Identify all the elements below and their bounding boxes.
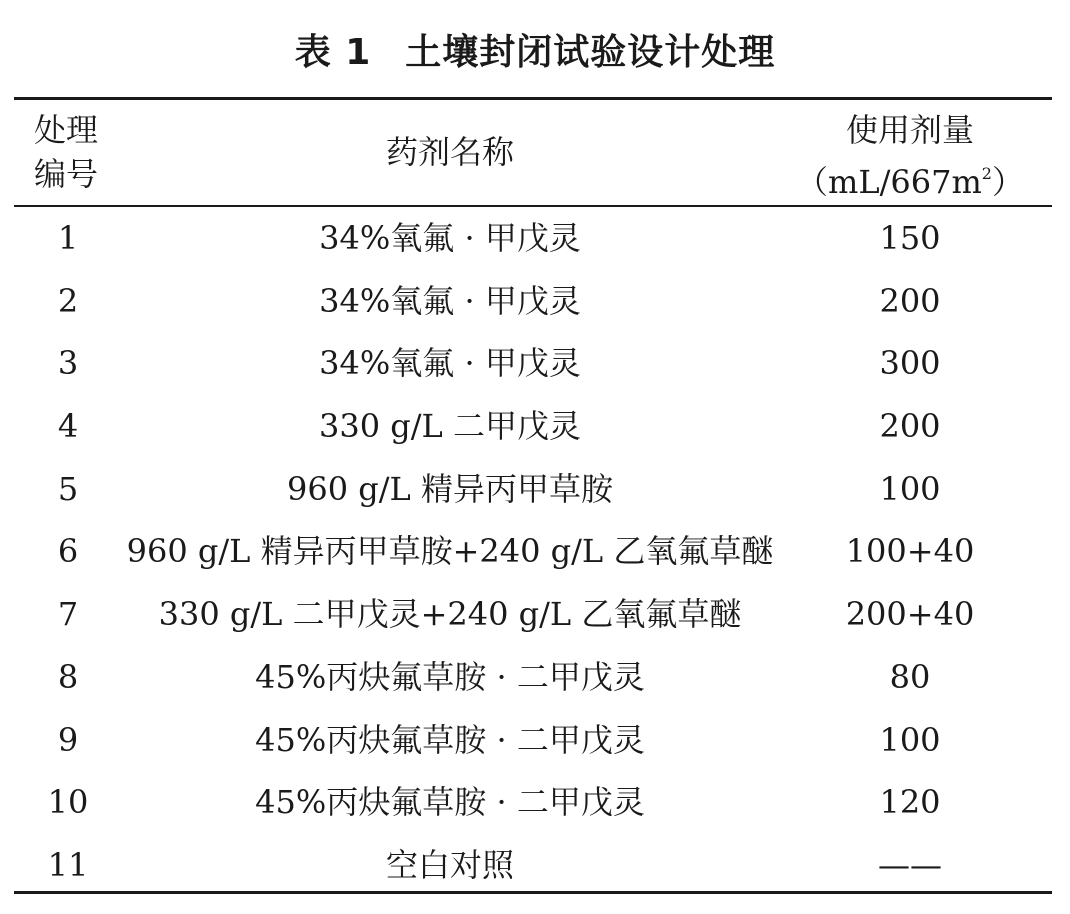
table-body	[0, 207, 1070, 897]
agent-name: 45%丙炔氟草胺 · 二甲戊灵	[255, 783, 645, 822]
dosage: 80	[889, 657, 931, 696]
header-treatment-number-line2: 编号	[34, 155, 99, 193]
header-dosage-unit-sup: 2	[981, 164, 992, 183]
table-number: 表 1	[294, 32, 372, 73]
header-dosage-line1: 使用剂量	[845, 111, 974, 149]
dosage: 100+40	[845, 532, 975, 571]
agent-name: 空白对照	[385, 845, 514, 884]
dosage: 120	[879, 783, 941, 822]
table-row	[0, 458, 1070, 521]
treatment-number: 1	[57, 219, 79, 257]
table-row	[0, 834, 1070, 897]
agent-name: 960 g/L 精异丙甲草胺+240 g/L 乙氧氟草醚	[126, 532, 774, 571]
agent-name: 330 g/L 二甲戊灵	[319, 407, 581, 446]
dosage: 300	[879, 344, 941, 383]
dosage: 200	[879, 281, 941, 320]
top-rule	[14, 97, 1052, 100]
table-row	[0, 207, 1070, 270]
agent-name: 45%丙炔氟草胺 · 二甲戊灵	[255, 657, 645, 696]
dosage: 200+40	[845, 595, 975, 634]
treatment-number: 3	[57, 344, 79, 383]
table-row	[0, 270, 1070, 333]
treatment-number: 4	[57, 407, 79, 446]
table-row	[0, 583, 1070, 646]
header-dosage-unit-open: （mL/667m	[795, 163, 982, 201]
table-row	[0, 520, 1070, 583]
table-row	[0, 332, 1070, 395]
agent-name: 45%丙炔氟草胺 · 二甲戊灵	[255, 720, 645, 759]
treatment-number: 11	[47, 845, 89, 884]
treatment-number: 8	[57, 657, 79, 696]
header-treatment-number-line1: 处理	[34, 111, 99, 149]
table-row	[0, 395, 1070, 458]
header-agent-name: 药剂名称	[385, 133, 514, 171]
agent-name: 34%氧氟 · 甲戊灵	[319, 344, 581, 383]
agent-name: 34%氧氟 · 甲戊灵	[319, 219, 581, 257]
table-caption	[0, 24, 1070, 75]
agent-name: 960 g/L 精异丙甲草胺	[287, 469, 613, 508]
treatment-number: 10	[47, 783, 89, 822]
treatment-number: 9	[57, 720, 79, 759]
header-dosage-unit	[790, 152, 1030, 204]
dosage: 150	[879, 219, 941, 257]
table-row	[0, 709, 1070, 772]
table-row	[0, 646, 1070, 709]
treatment-number: 7	[57, 595, 79, 634]
dosage: 200	[879, 407, 941, 446]
dosage: 100	[879, 720, 941, 759]
header-dosage-unit-close: ）	[991, 163, 1024, 201]
agent-name: 330 g/L 二甲戊灵+240 g/L 乙氧氟草醚	[158, 595, 742, 634]
agent-name: 34%氧氟 · 甲戊灵	[319, 281, 581, 320]
treatment-number: 5	[57, 469, 79, 508]
treatment-number: 6	[57, 532, 79, 571]
dosage: 100	[879, 469, 941, 508]
treatment-number: 2	[57, 281, 79, 320]
table-title: 土壤封闭试验设计处理	[405, 32, 776, 73]
bottom-rule	[14, 891, 1052, 894]
header-dosage	[790, 108, 1030, 204]
dosage: ——	[878, 845, 942, 884]
table-row	[0, 771, 1070, 834]
